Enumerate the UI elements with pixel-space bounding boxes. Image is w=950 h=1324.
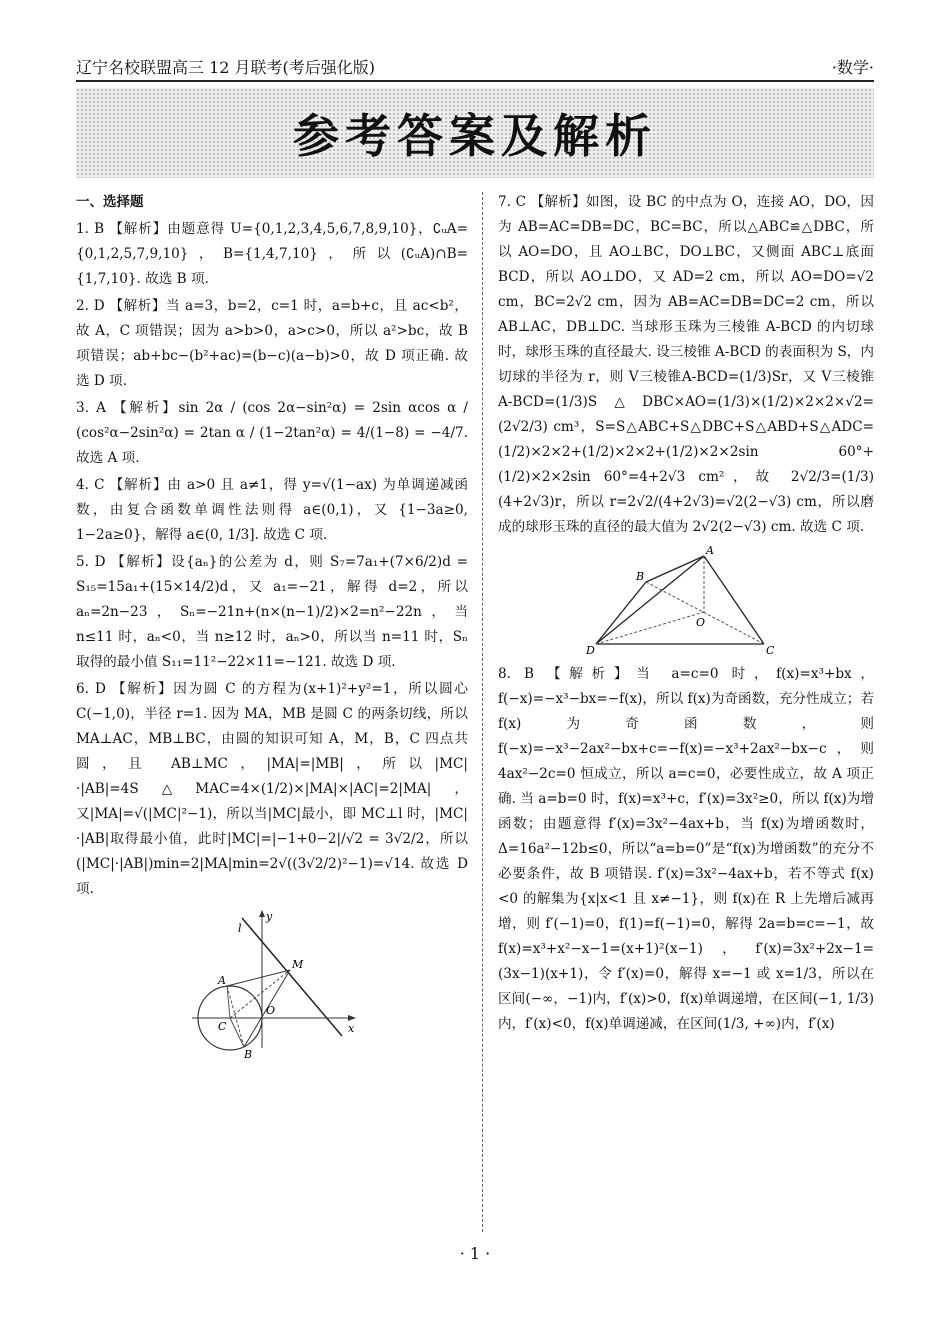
answer-q2: 2. D 【解析】当 a=3，b=2，c=1 时，a=b+c，且 ac<b²，故 A，C 项错误；因为 a>b>0，a>c>0，所以 a²>bc，故 B 项错误；ab+bc−(b²+ac)=(b−c)(a−b)>0，故 D 项正确. 故选 D 项. <box>76 298 468 389</box>
fig7-label-B: B <box>636 570 645 583</box>
figure-q7-tetrahedron <box>586 546 786 656</box>
fig7-label-A: A <box>706 546 714 557</box>
answer-q6: 6. D 【解析】因为圆 C 的方程为(x+1)²+y²=1，所以圆心 C(−1,0)，半径 r=1. 因为 MA，MB 是圆 C 的两条切线，所以 MA⊥AC，MB⊥BC，由圆的知识可知 A，M，B，C 四点共圆，且 AB⊥MC，|MA|=|MB|，所以|MC|·|AB|=4S△MAC=4×(1/2)×|MA|×|AC|=2|MA|，又|MA|=√(|MC|²−1)，所以当|MC|最小，即 MC⊥l 时，|MC|·|AB|取得最小值，此时|MC|=|−1+0−2|/√2 = 3√2/2，所以(|MC|·|AB|)min=2|MA|min=2√((3√2/2)²−1)=√14. 故选 D 项. <box>76 681 468 897</box>
fig6-label-B: B <box>244 1048 253 1058</box>
fig6-label-C: C <box>218 1020 227 1033</box>
title-banner <box>76 88 874 178</box>
answer-q1: 1. B 【解析】由题意得 U={0,1,2,3,4,5,6,7,8,9,10}，∁ᵤA={0,1,2,5,7,9,10}，B={1,4,7,10}，所以(∁ᵤA)∩B={1,7,10}. 故选 B 项. <box>76 221 468 287</box>
figure-q6-circle-tangents <box>182 908 362 1058</box>
page-header <box>76 52 874 82</box>
fig6-label-x: x <box>348 1022 355 1035</box>
fig6-label-l: l <box>238 922 242 935</box>
left-column <box>76 190 468 1064</box>
fig6-label-O: O <box>266 1004 276 1017</box>
section-title: 一、选择题 <box>76 194 144 210</box>
page-number: · 1 · <box>459 1244 491 1263</box>
fig6-label-M: M <box>292 958 304 971</box>
header-subject: ·数学· <box>831 58 874 77</box>
header-left-title: 辽宁名校联盟高三 12 月联考(考后强化版) <box>76 58 376 77</box>
banner-title: 参考答案及解析 <box>293 109 657 163</box>
answer-q7: 7. C 【解析】如图，设 BC 的中点为 O，连接 AO，DO，因为 AB=AC=DB=DC，BC=BC，所以△ABC≌△DBC，所以 AO=DO，且 AO⊥BC，DO⊥BC，又侧面 ABC⊥底面 BCD，所以 AO⊥DO，又 AD=2 cm，所以 AO=DO=√2 cm，BC=2√2 cm，因为 AB=AC=DB=DC=2 cm，所以 AB⊥AC，DB⊥DC. 当球形玉珠为三棱锥 A-BCD 的内切球时，球形玉珠的直径最大. 设三棱锥 A-BCD 的表面积为 S，内切球的半径为 r，则 V三棱锥A-BCD=(1/3)Sr，又 V三棱锥A-BCD=(1/3)S△DBC×AO=(1/3)×(1/2)×2×2×√2=(2√2/3) cm³，S=S△ABC+S△DBC+S△ABD+S△ADC=(1/2)×2×2+(1/2)×2×2+(1/2)×2×2sin 60°+(1/2)×2×2sin 60°=4+2√3 cm²，故 2√2/3=(1/3)(4+2√3)r，所以 r=2√2/(4+2√3)=√2(2−√3) cm，所以磨成的球形玉珠的直径的最大值为 2√2(2−√3) cm. 故选 C 项. <box>498 194 874 535</box>
answer-q8: 8. B 【解析】当 a=c=0 时，f(x)=x³+bx，f(−x)=−x³−bx=−f(x)，所以 f(x)为奇函数，充分性成立；若 f(x)为奇函数，则 f(−x)=−x³−2ax²−bx+c=−f(x)=−x³+2ax²−bx−c，则 4ax²−2c=0 恒成立，所以 a=c=0，必要性成立，故 A 项正确. 当 a=b=0 时，f(x)=x³+c，f′(x)=3x²≥0，所以 f(x)为增函数；由题意得 f′(x)=3x²−4ax+b，当 f(x)为增函数时，Δ=16a²−12b≤0，所以“a=b=0”是“f(x)为增函数”的充分不必要条件，故 B 项错误. f′(x)=3x²−4ax+b，若不等式 f(x)<0 的解集为{x|x<1 且 x≠−1}，则 f(x)在 R 上先增后减再增，则 f′(−1)=0，f(1)=f(−1)=0，解得 2a=b=c=−1，故 f(x)=x³+x²−x−1=(x+1)²(x−1)，f′(x)=3x²+2x−1=(3x−1)(x+1)，令 f′(x)=0，解得 x=−1 或 x=1/3，所以在区间(−∞，−1)内，f′(x)>0，f(x)单调递增，在区间(−1, 1/3)内，f′(x)<0，f(x)单调递减，在区间(1/3, +∞)内，f′(x) <box>498 666 874 1032</box>
fig6-label-A: A <box>218 974 226 987</box>
fig7-label-O: O <box>696 616 706 629</box>
fig7-label-C: C <box>766 644 775 656</box>
answer-q5: 5. D 【解析】设{aₙ}的公差为 d，则 S₇=7a₁+(7×6/2)d = S₁₅=15a₁+(15×14/2)d，又 a₁=−21，解得 d=2，所以 aₙ=2n−23，Sₙ=−21n+(n×(n−1)/2)×2=n²−22n，当 n≤11 时，aₙ<0，当 n≥12 时，aₙ>0，所以当 n=11 时，Sₙ 取得的最小值 S₁₁=11²−22×11=−121. 故选 D 项. <box>76 554 468 670</box>
answer-q4: 4. C 【解析】由 a>0 且 a≠1，得 y=√(1−ax) 为单调递减函数，由复合函数单调性法则得 a∈(0,1)，又 {1−3a≥0, 1−2a≥0}，解得 a∈(0, 1/3]. 故选 C 项. <box>76 477 468 543</box>
right-column <box>498 190 874 1039</box>
answer-q3: 3. A 【解析】sin 2α / (cos 2α−sin²α) = 2sin αcos α / (cos²α−2sin²α) = 2tan α / (1−2tan²α) = 4/(1−8) = −4/7. 故选 A 项. <box>76 400 468 466</box>
fig6-label-y: y <box>266 910 273 923</box>
fig7-label-D: D <box>586 644 595 656</box>
column-divider <box>482 192 483 1232</box>
